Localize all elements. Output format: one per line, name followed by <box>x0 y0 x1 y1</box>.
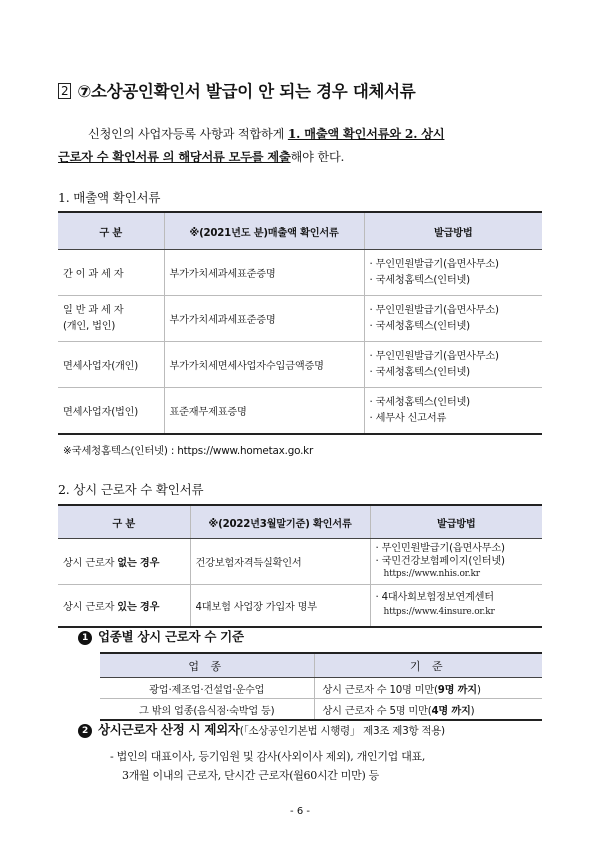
document-cell: 건강보험자격득실확인서 <box>190 539 370 585</box>
industry-criteria-table <box>100 652 542 721</box>
table-row <box>58 585 542 627</box>
4insure-url: https://www.4insure.or.kr <box>383 607 495 618</box>
page-number: - 6 - <box>290 806 310 817</box>
employee-status-cell <box>58 585 190 627</box>
method-item: · 국세청홈텍스(인터넷) <box>369 274 470 286</box>
business-type-cell: 면세사업자(법인) <box>58 388 164 435</box>
table-row <box>58 539 542 585</box>
business-type-line: (개인, 법인) <box>63 320 116 332</box>
status-text: 상시 근로자 <box>63 558 118 569</box>
status-emphasis: 있는 경우 <box>117 601 160 613</box>
criteria-cell <box>314 678 542 699</box>
business-type-cell: 면세사업자(개인) <box>58 342 164 388</box>
table-row <box>100 699 542 721</box>
method-item: · 국세청홈텍스(인터넷) <box>369 396 470 408</box>
exclusion-title <box>78 720 445 738</box>
section1-title: 1. 매출액 확인서류 <box>58 190 161 205</box>
column-header: 발급방법 <box>364 212 542 250</box>
industry-cell: 광업·제조업·건설업·운수업 <box>100 678 314 699</box>
table-row <box>58 296 542 342</box>
column-header: 발급방법 <box>370 505 542 539</box>
circled-number-icon: 2 <box>78 724 92 738</box>
method-cell <box>364 342 542 388</box>
business-type-cell: 간 이 과 세 자 <box>58 250 164 296</box>
method-item: · 무인민원발급기(읍면사무소) <box>369 304 499 316</box>
criteria-emphasis: 9명 까지 <box>437 684 477 696</box>
business-type-line: 일 반 과 세 자 <box>63 304 124 316</box>
hometax-note: ※국세청홈텍스(인터넷) : https://www.hometax.go.kr <box>63 445 314 457</box>
method-cell <box>364 250 542 296</box>
method-item: · 국세청홈텍스(인터넷) <box>369 366 470 378</box>
employee-docs-table <box>58 504 542 628</box>
status-emphasis: 없는 경우 <box>117 558 160 569</box>
circled-number-icon: 1 <box>78 631 92 645</box>
industry-criteria-text: 업종별 상시 근로자 수 기준 <box>98 629 244 644</box>
table-row <box>58 388 542 435</box>
document-cell: 부가가치세면세사업자수입금액증명 <box>164 342 364 388</box>
method-item: · 국민건강보험페이지(인터넷) <box>375 556 505 567</box>
column-header: 기 준 <box>314 653 542 678</box>
document-cell: 4대보험 사업장 가입자 명부 <box>190 585 370 627</box>
revenue-docs-table <box>58 211 542 435</box>
status-text: 상시 근로자 <box>63 601 118 613</box>
method-item: · 무인민원발급기(읍면사무소) <box>375 543 505 554</box>
business-type-cell <box>58 296 164 342</box>
method-item: · 세무사 신고서류 <box>369 412 447 424</box>
column-header: ※(2022년3월말기준) 확인서류 <box>190 505 370 539</box>
section2-title: 2. 상시 근로자 수 확인서류 <box>58 482 204 497</box>
exclusion-title-text: 상시근로자 산정 시 제외자 <box>98 722 240 737</box>
method-cell <box>364 388 542 435</box>
column-header: 업 종 <box>100 653 314 678</box>
criteria-text: 상시 근로자 수 5명 미만( <box>322 705 432 717</box>
intro-paragraph <box>58 123 548 169</box>
exclusion-line: 3개월 이내의 근로자, 단시간 근로자(월60시간 미만) 등 <box>122 769 379 782</box>
method-item: · 4대사회보험정보연계센터 <box>375 592 494 604</box>
criteria-cell <box>314 699 542 721</box>
method-cell <box>370 539 542 585</box>
document-cell: 부가가치세과세표준증명 <box>164 250 364 296</box>
column-header: ※(2021년도 분)매출액 확인서류 <box>164 212 364 250</box>
document-cell: 부가가치세과세표준증명 <box>164 296 364 342</box>
exclusion-line: - 법인의 대표이사, 등기임원 및 감사(사외이사 제외), 개인기업 대표, <box>110 750 426 763</box>
intro-text: 신청인의 사업자등록 사항과 적합하게 <box>88 127 288 141</box>
employee-status-cell <box>58 539 190 585</box>
intro-emphasis-2: 근로자 수 확인서류 의 해당서류 모두를 제출 <box>58 150 291 164</box>
section-heading <box>58 78 415 102</box>
intro-text-end: 해야 한다. <box>290 150 345 164</box>
table-row <box>58 250 542 296</box>
document-cell: 표준재무제표증명 <box>164 388 364 435</box>
section-number-box: 2 <box>58 83 71 99</box>
column-header: 구 분 <box>58 212 164 250</box>
criteria-text-end: ) <box>476 684 481 696</box>
table-row <box>100 678 542 699</box>
method-cell <box>364 296 542 342</box>
exclusion-list <box>110 747 425 785</box>
exclusion-reference: (「소상공인기본법 시행령」 제3조 제3항 적용) <box>239 725 445 737</box>
intro-emphasis-1: 1. 매출액 확인서류와 2. 상시 <box>287 127 445 141</box>
section-heading-text: ⑦소상공인확인서 발급이 안 되는 경우 대체서류 <box>77 82 416 101</box>
industry-cell: 그 밖의 업종(음식점·숙박업 등) <box>100 699 314 721</box>
table-row <box>58 342 542 388</box>
method-item: · 국세청홈텍스(인터넷) <box>369 320 470 332</box>
table-header-row <box>100 653 542 678</box>
criteria-emphasis: 4명 까지 <box>431 705 471 717</box>
column-header: 구 분 <box>58 505 190 539</box>
nhis-url: https://www.nhis.or.kr <box>383 569 480 579</box>
method-item: · 무인민원발급기(읍면사무소) <box>369 258 499 270</box>
method-cell <box>370 585 542 627</box>
industry-criteria-title <box>78 627 244 645</box>
table-header-row <box>58 212 542 250</box>
criteria-text-end: ) <box>470 705 475 717</box>
method-item: · 무인민원발급기(읍면사무소) <box>369 350 499 362</box>
criteria-text: 상시 근로자 수 10명 미만( <box>322 684 438 696</box>
table-header-row <box>58 505 542 539</box>
